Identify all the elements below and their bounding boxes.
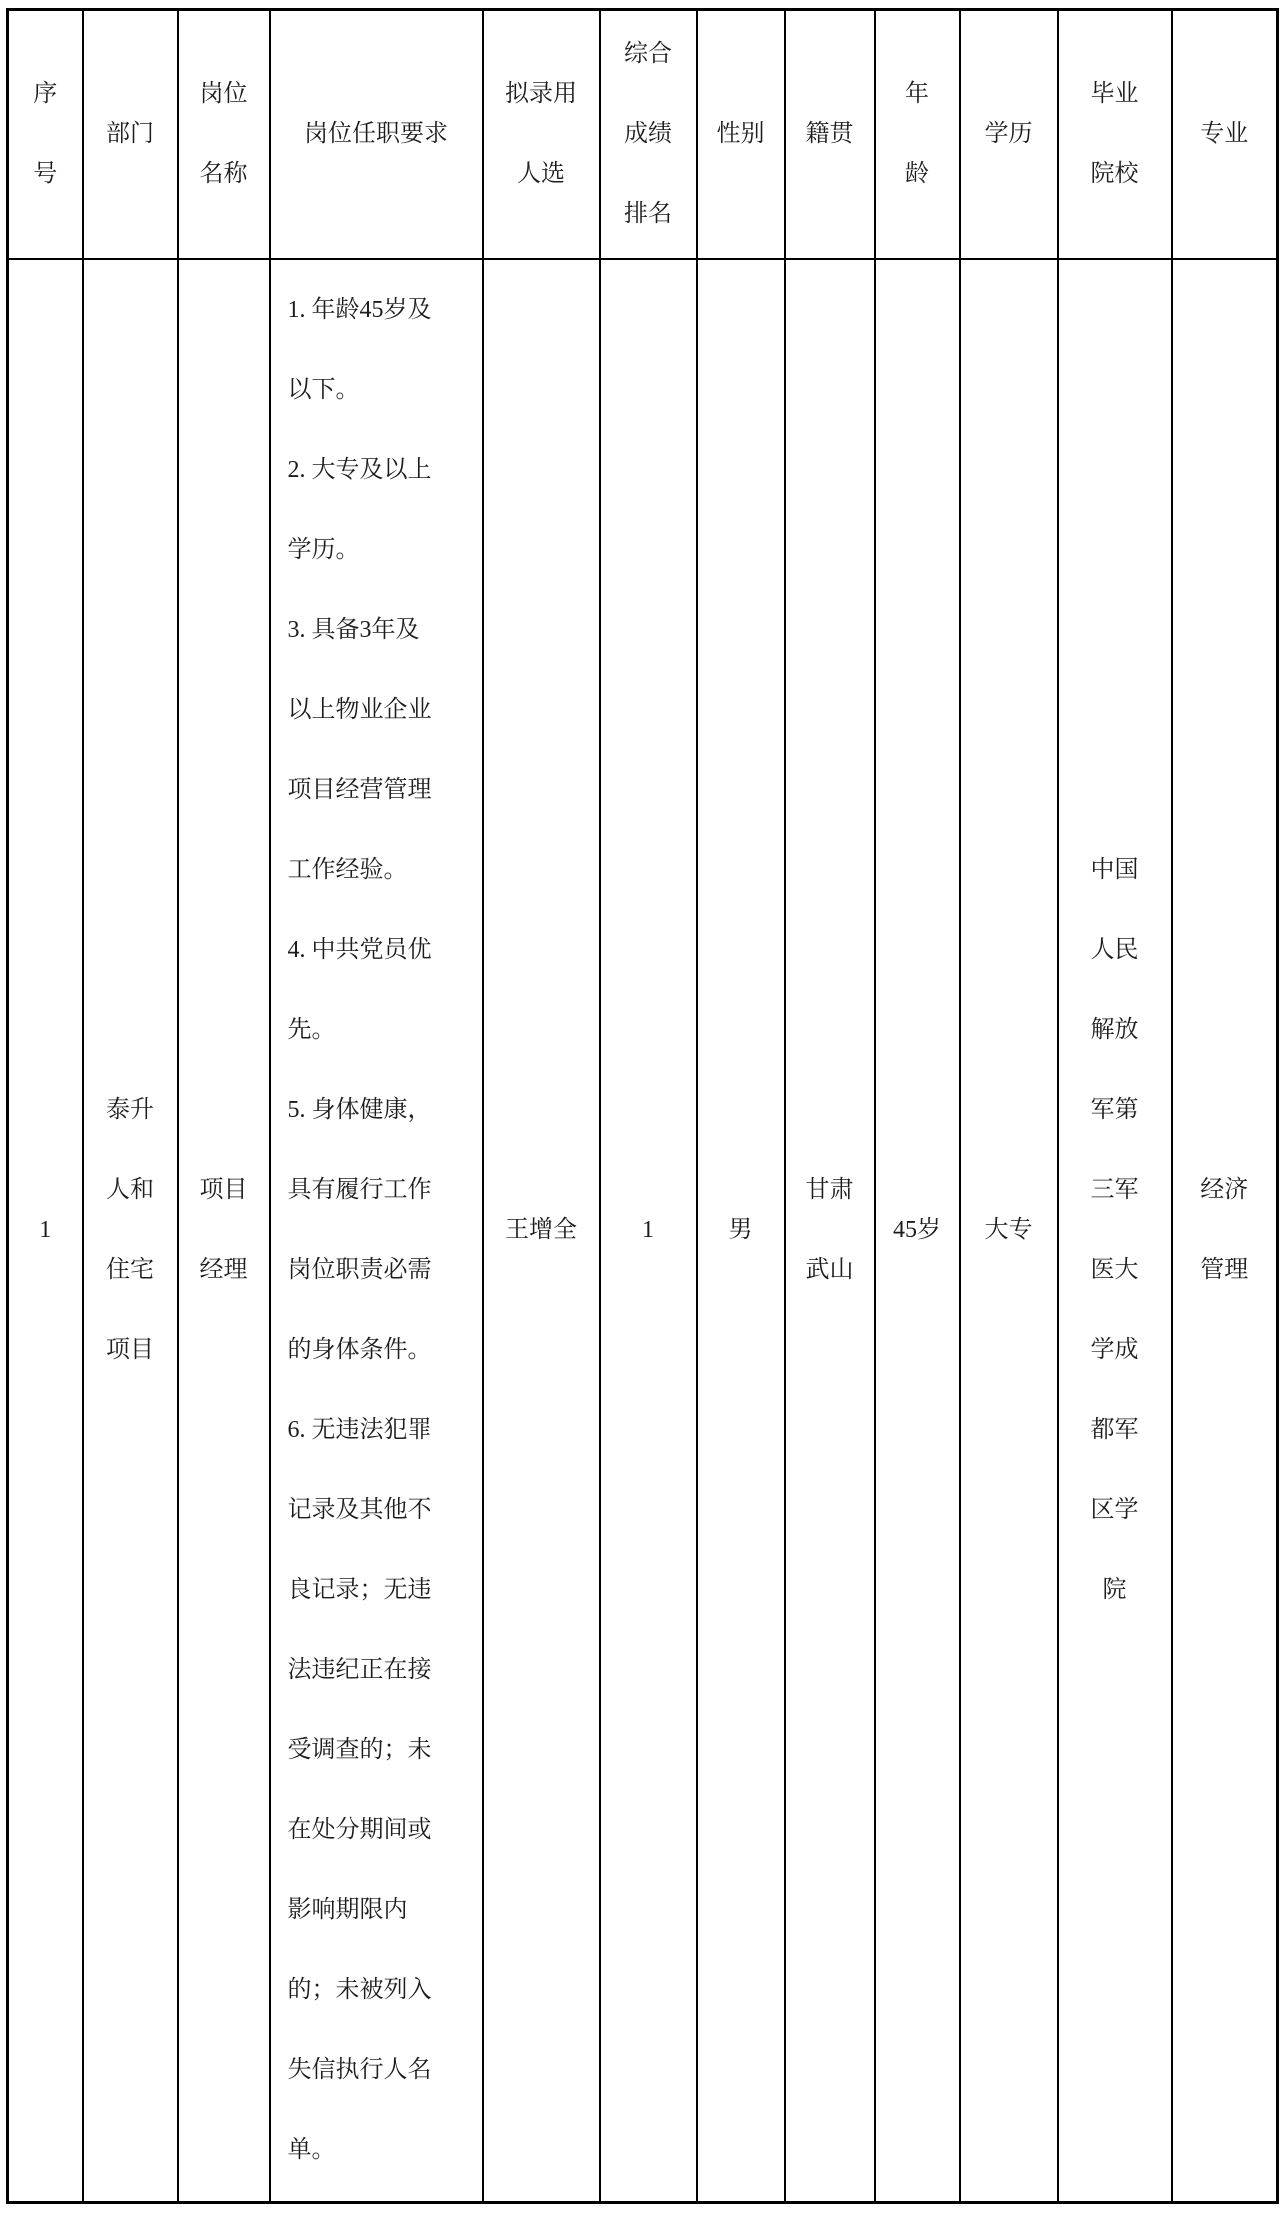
cell-serial xyxy=(8,259,83,2203)
text-line: 毕业 xyxy=(1090,81,1139,108)
header-cell-age xyxy=(875,10,960,259)
text-line: 项目 xyxy=(106,1337,154,1364)
header-cell-position xyxy=(178,10,270,259)
cell-school xyxy=(1058,259,1172,2203)
cell-age xyxy=(875,259,960,2203)
text-line: 大专 xyxy=(984,1217,1033,1244)
recruitment-table xyxy=(6,8,1279,2204)
text-line: 人和 xyxy=(106,1177,154,1204)
header-cell-school xyxy=(1058,10,1172,259)
cell-major xyxy=(1172,259,1278,2203)
text-line: 经济 xyxy=(1200,1177,1249,1204)
text-line: 人民 xyxy=(1090,937,1139,964)
text-line: 住宅 xyxy=(106,1257,154,1284)
header-cell-native-place xyxy=(785,10,875,259)
text-line: 5. 身体健康， xyxy=(287,1097,432,1124)
cell-gender xyxy=(697,259,785,2203)
text-line: 学历 xyxy=(984,121,1033,148)
text-line: 序 xyxy=(33,81,58,108)
text-line: 解放 xyxy=(1090,1017,1139,1044)
text-line: 6. 无违法犯罪 xyxy=(287,1417,432,1444)
text-line: 2. 大专及以上 xyxy=(287,457,432,484)
text-line: 的；未被列入 xyxy=(287,1977,432,2004)
text-line: 武山 xyxy=(805,1257,854,1284)
text-line: 三军 xyxy=(1090,1177,1139,1204)
text-line: 以上物业企业 xyxy=(287,697,432,724)
header-cell-department xyxy=(83,10,178,259)
text-line: 以下。 xyxy=(287,377,360,404)
text-line: 的身体条件。 xyxy=(287,1337,432,1364)
text-line: 4. 中共党员优 xyxy=(287,937,432,964)
text-line: 甘肃 xyxy=(805,1177,854,1204)
text-line: 都军 xyxy=(1090,1417,1139,1444)
text-line: 具有履行工作 xyxy=(287,1177,432,1204)
text-line: 岗位任职要求 xyxy=(304,121,448,148)
text-line: 龄 xyxy=(905,161,929,188)
header-cell-requirements xyxy=(270,10,483,259)
text-line: 院校 xyxy=(1090,161,1139,188)
text-line: 影响期限内 xyxy=(287,1897,408,1924)
text-line: 受调查的；未 xyxy=(287,1737,432,1764)
header-cell-major xyxy=(1172,10,1278,259)
cell-education xyxy=(960,259,1058,2203)
text-line: 拟录用 xyxy=(505,81,577,108)
header-cell-education xyxy=(960,10,1058,259)
cell-position xyxy=(178,259,270,2203)
text-line: 王增全 xyxy=(505,1217,577,1244)
text-line: 排名 xyxy=(624,201,672,228)
text-line: 项目经营管理 xyxy=(287,777,432,804)
cell-native-place xyxy=(785,259,875,2203)
header-cell-rank xyxy=(600,10,697,259)
cell-rank xyxy=(600,259,697,2203)
text-line: 学历。 xyxy=(287,537,360,564)
text-line: 性别 xyxy=(716,121,765,148)
text-line: 学成 xyxy=(1090,1337,1139,1364)
text-line: 法违纪正在接 xyxy=(287,1657,432,1684)
text-line: 单。 xyxy=(287,2137,336,2164)
cell-department xyxy=(83,259,178,2203)
text-line: 3. 具备3年及 xyxy=(287,617,420,644)
text-line: 记录及其他不 xyxy=(287,1497,432,1524)
text-line: 45岁 xyxy=(893,1217,941,1244)
header-cell-candidate xyxy=(483,10,600,259)
text-line: 部门 xyxy=(106,121,154,148)
cell-requirements xyxy=(270,259,483,2203)
text-line: 院 xyxy=(1102,1577,1127,1604)
text-line: 名称 xyxy=(199,161,248,188)
table-header-row xyxy=(8,10,1278,259)
header-cell-serial xyxy=(8,10,83,259)
text-line: 工作经验。 xyxy=(287,857,408,884)
text-line: 籍贯 xyxy=(805,121,854,148)
table-row xyxy=(8,259,1278,2203)
text-line: 年 xyxy=(905,81,929,108)
text-line: 人选 xyxy=(517,161,565,188)
cell-candidate xyxy=(483,259,600,2203)
text-line: 泰升 xyxy=(106,1097,154,1124)
text-line: 项目 xyxy=(199,1177,248,1204)
text-line: 1 xyxy=(642,1217,654,1244)
text-line: 1 xyxy=(39,1217,52,1244)
text-line: 中国 xyxy=(1090,857,1139,884)
text-line: 男 xyxy=(728,1217,753,1244)
text-line: 良记录；无违 xyxy=(287,1577,432,1604)
text-line: 军第 xyxy=(1090,1097,1139,1124)
text-line: 专业 xyxy=(1200,121,1249,148)
text-line: 号 xyxy=(33,161,58,188)
text-line: 综合 xyxy=(624,41,672,68)
text-line: 经理 xyxy=(199,1257,248,1284)
text-line: 成绩 xyxy=(624,121,672,148)
text-line: 岗位职责必需 xyxy=(287,1257,432,1284)
text-line: 在处分期间或 xyxy=(287,1817,432,1844)
text-line: 1. 年龄45岁及 xyxy=(287,297,432,324)
header-cell-gender xyxy=(697,10,785,259)
text-line: 管理 xyxy=(1200,1257,1249,1284)
text-line: 医大 xyxy=(1090,1257,1139,1284)
text-line: 失信执行人名 xyxy=(287,2057,432,2084)
text-line: 先。 xyxy=(287,1017,336,1044)
text-line: 岗位 xyxy=(199,81,248,108)
text-line: 区学 xyxy=(1090,1497,1139,1524)
